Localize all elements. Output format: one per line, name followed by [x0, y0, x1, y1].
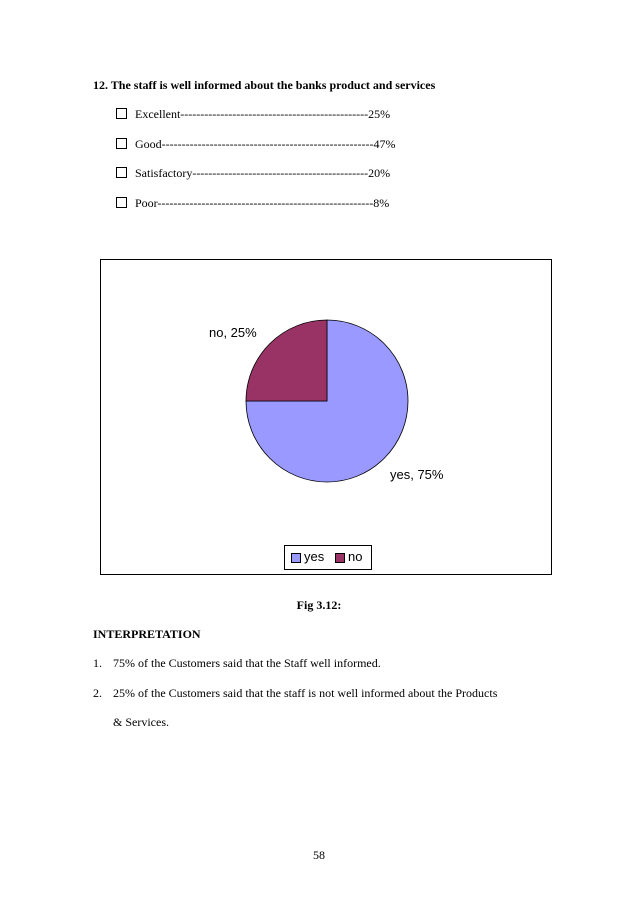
legend-swatch-no: [335, 553, 345, 563]
interpretation-point-continuation: & Services.: [113, 715, 169, 729]
option-text: Satisfactory--------------------------------------------20%: [135, 166, 391, 180]
pie-slice-no: [246, 320, 327, 401]
option-excellent: [116, 107, 390, 122]
checkbox-icon: [116, 197, 127, 208]
point-number: 2.: [93, 686, 102, 700]
option-text: Excellent-----------------------------------------------25%: [135, 107, 391, 121]
checkbox-icon: [116, 138, 127, 149]
option-good: [116, 137, 395, 152]
option-text: Poor------------------------------------------------------8%: [135, 196, 390, 210]
checkbox-icon: [116, 108, 127, 119]
interpretation-point: [93, 656, 381, 671]
point-number: 1.: [93, 656, 102, 670]
pie-chart: [101, 260, 551, 574]
interpretation-point: [93, 686, 497, 701]
data-label-no: no, 25%: [209, 325, 257, 340]
checkbox-icon: [116, 167, 127, 178]
legend-label-yes: yes: [304, 549, 325, 564]
interpretation-title: INTERPRETATION: [93, 627, 201, 641]
data-label-yes: yes, 75%: [390, 467, 444, 482]
option-satisfactory: [116, 166, 390, 181]
chart-legend: [284, 545, 372, 570]
legend-swatch-yes: [291, 553, 301, 563]
pie-chart-frame: [100, 259, 552, 575]
point-text: 25% of the Customers said that the staff is not well informed about the Products: [113, 686, 498, 700]
page-number: 58: [313, 848, 325, 862]
point-text: 75% of the Customers said that the Staff well informed.: [113, 656, 381, 670]
option-text: Good-----------------------------------------------------47%: [135, 137, 396, 151]
legend-label-no: no: [348, 549, 363, 564]
option-poor: [116, 196, 389, 211]
figure-caption: Fig 3.12:: [296, 598, 342, 612]
question-heading: 12. The staff is well informed about the banks product and services: [93, 78, 436, 92]
